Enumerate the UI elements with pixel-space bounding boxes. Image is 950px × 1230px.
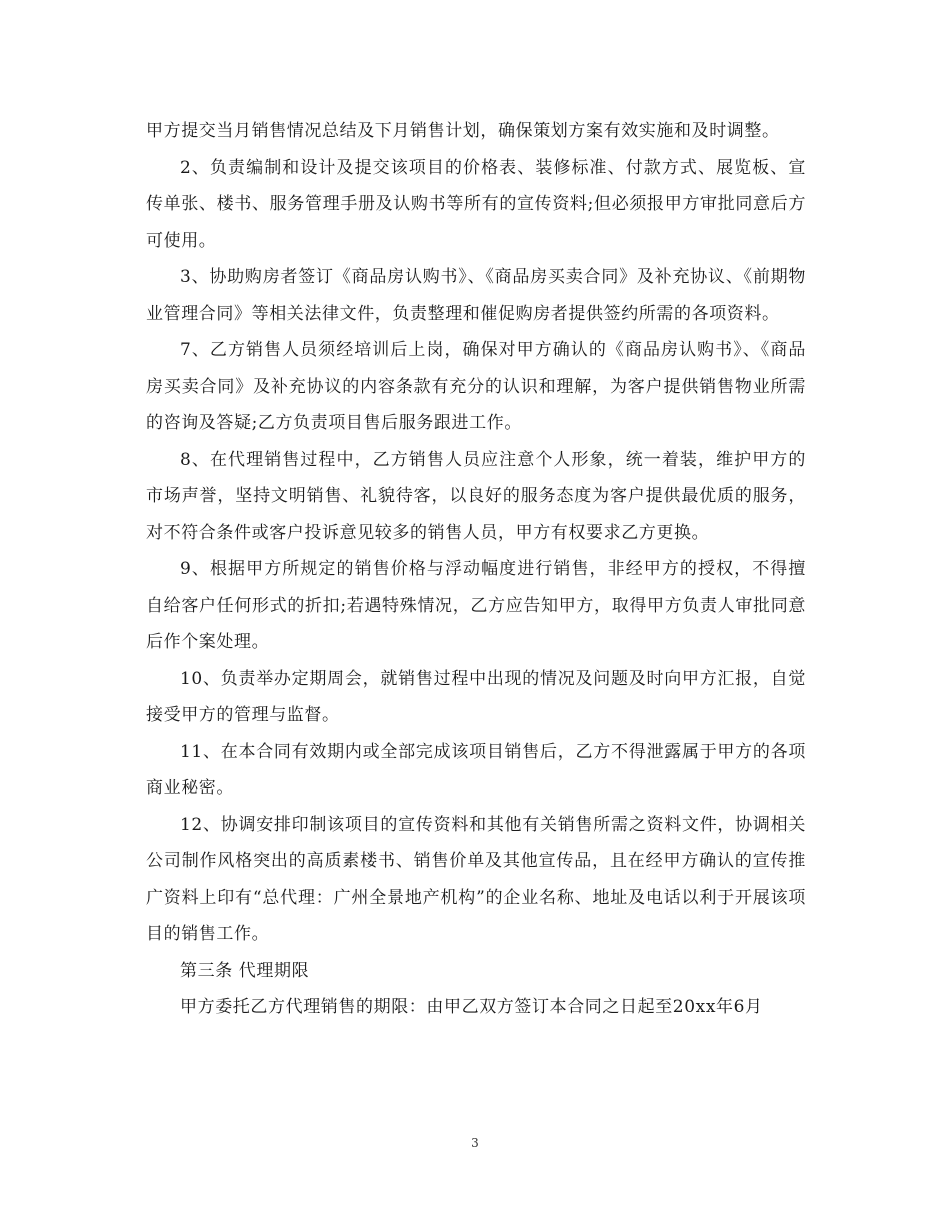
section-heading-article-3: 第三条 代理期限 — [180, 960, 310, 981]
paragraph-agency-term: 甲方委托乙方代理销售的期限：由甲乙双方签订本合同之日起至20xx年6月 — [180, 997, 763, 1017]
paragraph-item-8: 8、在代理销售过程中，乙方销售人员应注意个人形象，统一着装，维护甲方的市场声誉，坚持文明销售、礼貌待客，以良好的服务态度为客户提供最优质的服务，对不符合条件或客户投诉意见较多的销售人员，甲方有权要求乙方更换。 — [146, 449, 806, 543]
paragraph-item-10: 10、负责举办定期周会，就销售过程中出现的情况及问题及时向甲方汇报，自觉接受甲方的管理与监督。 — [146, 668, 806, 725]
paragraph-item-7: 7、乙方销售人员须经培训后上岗，确保对甲方确认的《商品房认购书》、《商品房买卖合同》及补充协议的内容条款有充分的认识和理解，为客户提供销售物业所需的咨询及答疑;乙方负责项目售后服务跟进工作。 — [146, 340, 806, 433]
paragraph-item-11: 11、在本合同有效期内或全部完成该项目销售后，乙方不得泄露属于甲方的各项商业秘密。 — [146, 741, 806, 798]
page-number: 3 — [471, 1136, 479, 1150]
paragraph-item-9: 9、根据甲方所规定的销售价格与浮动幅度进行销售，非经甲方的授权，不得擅自给客户任何形式的折扣;若遇特殊情况，乙方应告知甲方，取得甲方负责人审批同意后作个案处理。 — [146, 559, 806, 652]
document-body — [146, 113, 806, 1026]
paragraph-item-2: 2、负责编制和设计及提交该项目的价格表、装修标准、付款方式、展览板、宣传单张、楼书、服务管理手册及认购书等所有的宣传资料;但必须报甲方审批同意后方可使用。 — [146, 157, 806, 251]
paragraph-continuation: 甲方提交当月销售情况总结及下月销售计划，确保策划方案有效实施和及时调整。 — [146, 121, 780, 141]
paragraph-item-12: 12、协调安排印制该项目的宣传资料和其他有关销售所需之资料文件，协调相关公司制作风格突出的高质素楼书、销售价单及其他宣传品，且在经甲方确认的宣传推广资料上印有“总代理：广州全景地产机构”的企业名称、地址及电话以利于开展该项目的销售工作。 — [146, 814, 806, 944]
paragraph-item-3: 3、协助购房者签订《商品房认购书》、《商品房买卖合同》及补充协议、《前期物业管理合同》等相关法律文件，负责整理和催促购房者提供签约所需的各项资料。 — [146, 267, 806, 324]
